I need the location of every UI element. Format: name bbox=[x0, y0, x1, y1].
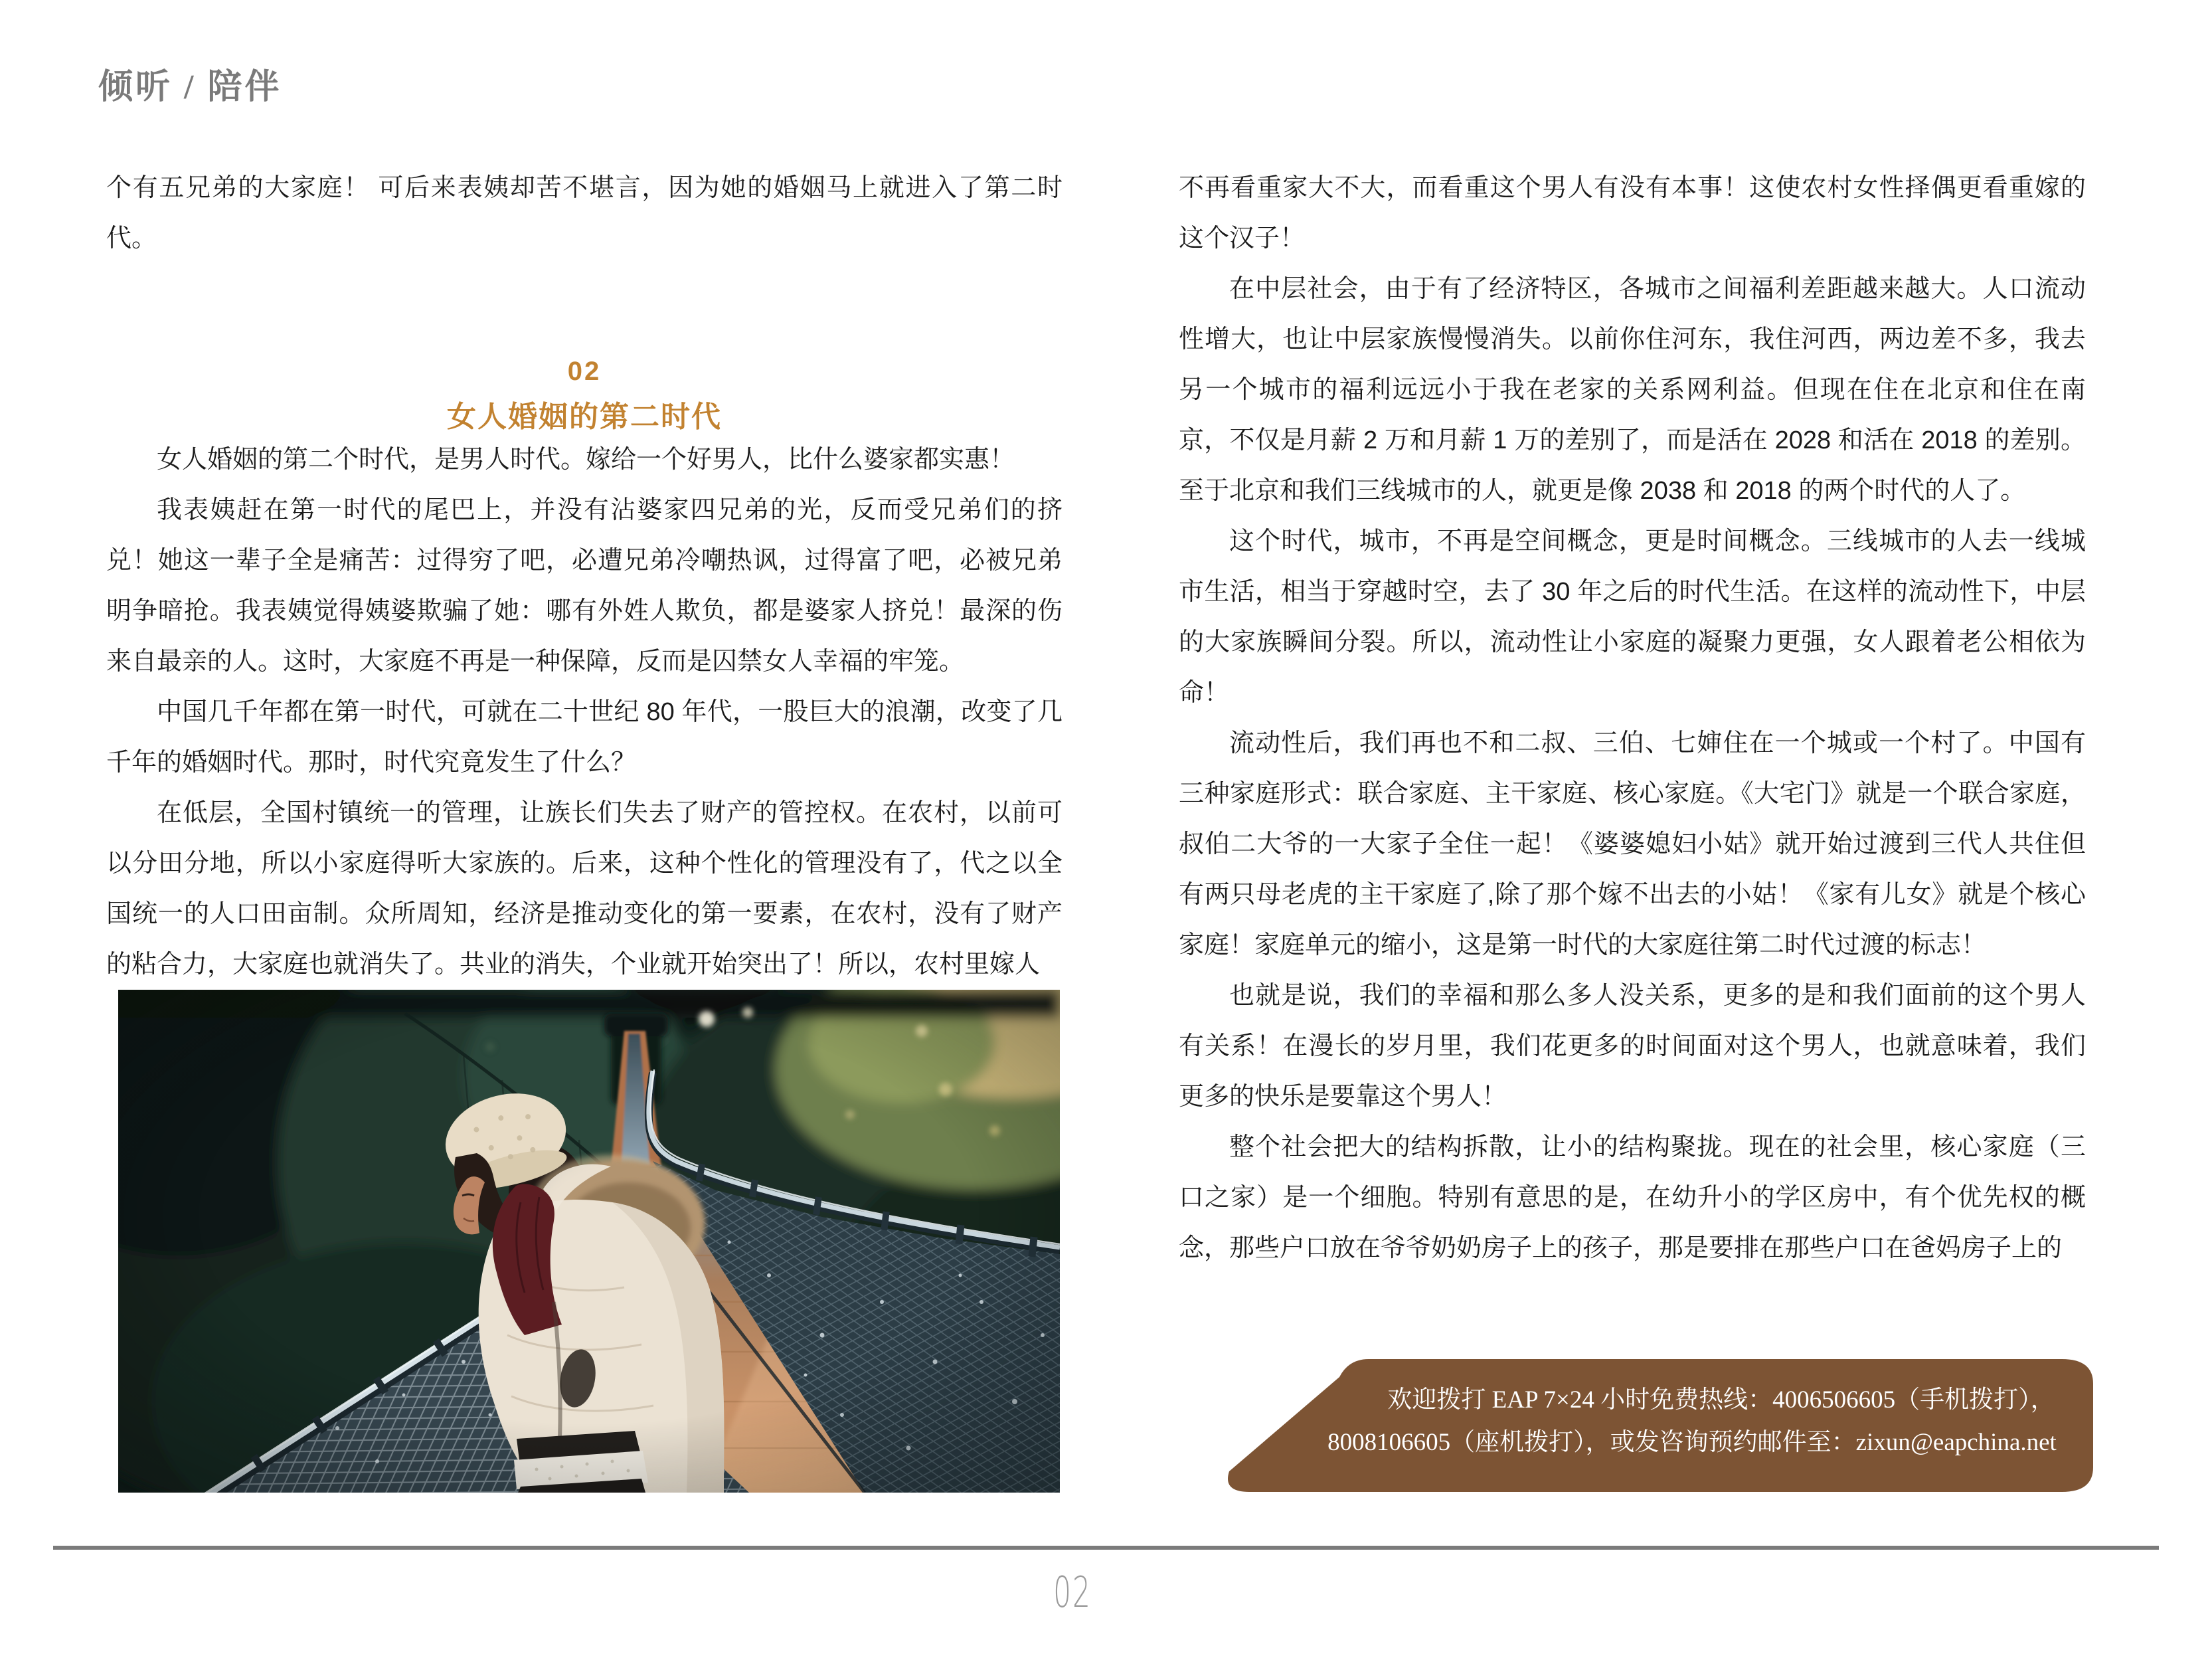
section-number: 02 bbox=[567, 357, 602, 386]
banner-shape bbox=[1209, 1357, 2095, 1494]
left-column bbox=[106, 163, 1063, 1493]
hotline-banner bbox=[1209, 1357, 2095, 1494]
hotline-line-1: 欢迎拨打 EAP 7×24 小时免费热线：4006506605（手机拨打）， bbox=[1387, 1386, 2055, 1414]
paragraph: 流动性后，我们再也不和二叔、三伯、七婶住在一个城或一个村了。中国有三种家庭形式：联合家庭、主干家庭、核心家庭。《大宅门》就是一个联合家庭，叔伯二大爷的一大家子全住一起！《婆婆媳妇小姑》就开始过渡到三代人共住但有两只母老虎的主干家庭了,除了那个嫁不出去的小姑！《家有儿女》就是个核心家庭！家庭单元的缩小，这是第一时代的大家庭往第二时代过渡的标志！ bbox=[1179, 729, 2086, 959]
footer-rule bbox=[53, 1546, 2159, 1550]
right-column bbox=[1179, 163, 2086, 1273]
hotline-line-2: 8008106605（座机拨打），或发咨询预约邮件至：zixun@eapchina.net bbox=[1327, 1429, 2057, 1456]
paragraph: 整个社会把大的结构拆散，让小的结构聚拢。现在的社会里，核心家庭（三口之家）是一个细胞。特别有意思的是，在幼升小的学区房中，有个优先权的概念，那些户口放在爷爷奶奶房子上的孩子，那是要排在那些户口在爸妈房子上的 bbox=[1179, 1133, 2086, 1262]
paragraph: 我表姨赶在第一时代的尾巴上，并没有沾婆家四兄弟的光，反而受兄弟们的挤兑！她这一辈子全是痛苦：过得穷了吧，必遭兄弟冷嘲热讽，过得富了吧，必被兄弟明争暗抢。我表姨觉得姨婆欺骗了她：哪有外姓人欺负，都是婆家人挤兑！最深的伤来自最亲的人。这时，大家庭不再是一种保障，反而是囚禁女人幸福的牢笼。 bbox=[106, 496, 1063, 676]
continuation-paragraph: 个有五兄弟的大家庭！ 可后来表姨却苦不堪言，因为她的婚姻马上就进入了第二时代。 bbox=[106, 174, 1063, 252]
continuation-paragraph: 不再看重家大不大，而看重这个男人有没有本事！这使农村女性择偶更看重嫁的这个汉子！ bbox=[1179, 174, 2086, 252]
paragraph: 在中层社会，由于有了经济特区，各城市之间福利差距越来越大。人口流动性增大，也让中层家族慢慢消失。以前你住河东，我住河西，两边差不多，我去另一个城市的福利远远小于我在老家的关系网利益。但现在住在北京和住在南京，不仅是月薪 2 万和月薪 1 万的差别了，而是活在 2028 和活在 2018 的差别。至于北京和我们三线城市的人，就更是像 2038 和 2018 的两个时代的人了。 bbox=[1179, 275, 2086, 505]
paragraph: 这个时代，城市，不再是空间概念，更是时间概念。三线城市的人去一线城市生活，相当于穿越时空，去了 30 年之后的时代生活。在这样的流动性下，中层的大家族瞬间分裂。所以，流动性让小家庭的凝聚力更强，女人跟着老公相依为命！ bbox=[1179, 527, 2086, 707]
bridge-photo bbox=[118, 990, 1060, 1493]
page-header: 倾听 / 陪伴 bbox=[98, 68, 282, 106]
paragraph: 女人婚姻的第二个时代，是男人时代。嫁给一个好男人，比什么婆家都实惠！ bbox=[157, 446, 1015, 474]
page-number: 02 bbox=[1053, 1568, 1092, 1617]
paragraph: 也就是说，我们的幸福和那么多人没关系，更多的是和我们面前的这个男人有关系！在漫长的岁月里，我们花更多的时间面对这个男人，也就意味着，我们更多的快乐是要靠这个男人！ bbox=[1179, 982, 2086, 1111]
section-title: 女人婚姻的第二时代 bbox=[447, 401, 722, 433]
bridge-photo-illustration bbox=[118, 990, 1060, 1493]
paragraph: 中国几千年都在第一时代，可就在二十世纪 80 年代，一股巨大的浪潮，改变了几千年的婚姻时代。那时，时代究竟发生了什么？ bbox=[106, 698, 1063, 777]
paragraph: 在低层，全国村镇统一的管理，让族长们失去了财产的管控权。在农村，以前可以分田分地，所以小家庭得听大家族的。后来，这种个性化的管理没有了，代之以全国统一的人口田亩制。众所周知，经济是推动变化的第一要素，在农村，没有了财产的粘合力，大家庭也就消失了。共业的消失，个业就开始突出了！所以，农村里嫁人 bbox=[106, 799, 1063, 978]
